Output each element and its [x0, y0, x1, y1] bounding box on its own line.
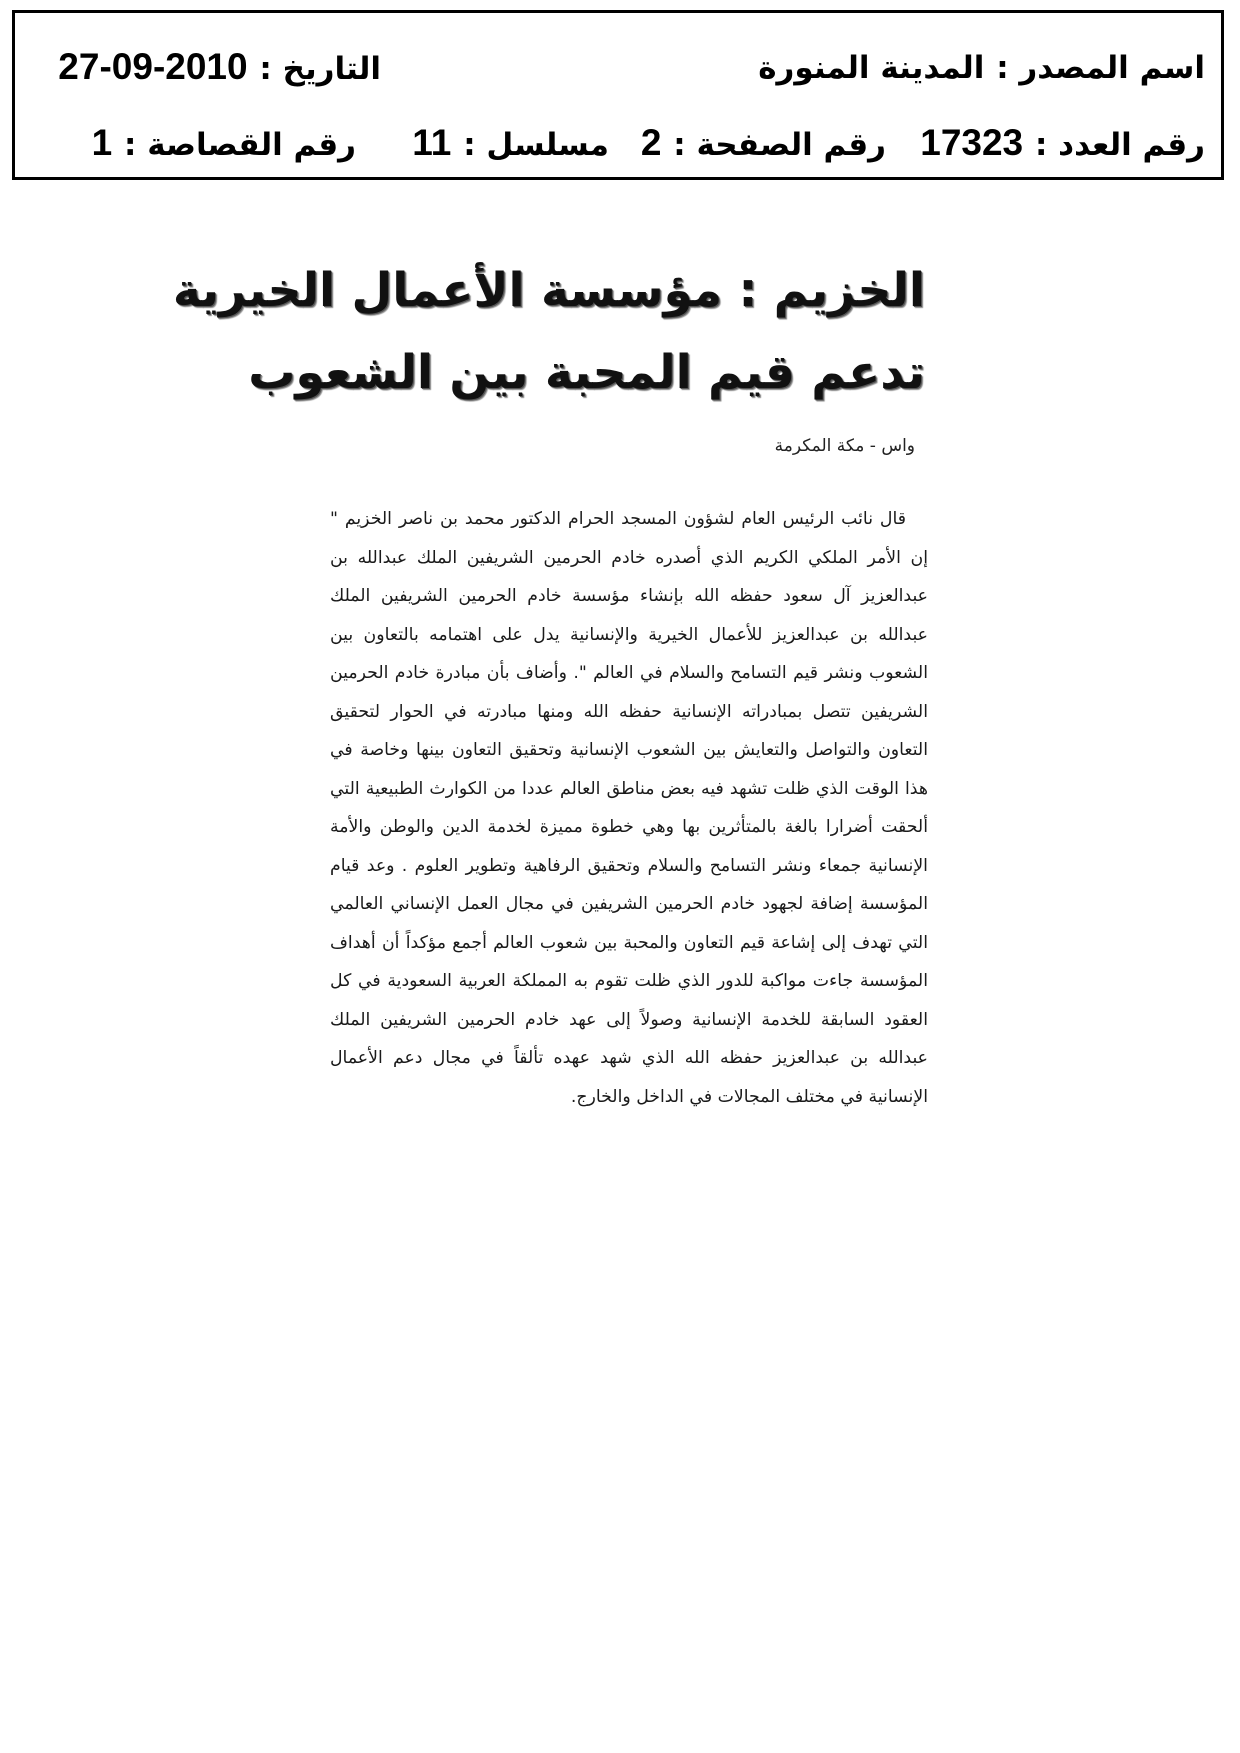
issue-field — [920, 121, 1205, 167]
date-field — [58, 45, 381, 91]
source-label: اسم المصدر : — [996, 50, 1205, 86]
clipping-header-box — [12, 10, 1224, 180]
page-value: 2 — [640, 122, 662, 163]
issue-value: 17323 — [920, 122, 1024, 163]
date-label: التاريخ : — [259, 51, 381, 87]
source-value: المدينة المنورة — [758, 50, 985, 86]
clipping-label: رقم القصاصة : — [124, 127, 356, 163]
article-headline-line1: الخزيم : مؤسسة الأعمال الخيرية — [172, 263, 925, 318]
article-headline-line2: تدعم قيم المحبة بين الشعوب — [248, 345, 925, 400]
source-field — [758, 45, 1205, 90]
header-row-numbers — [15, 121, 1221, 171]
page-label: رقم الصفحة : — [673, 127, 886, 163]
clipping-field — [92, 121, 356, 167]
article-body: قال نائب الرئيس العام لشؤون المسجد الحرام الدكتور محمد بن ناصر الخزيم " إن الأمر الملكي الكريم الذي أصدره خادم الحرمين الشريفين الملك عبدالله بن عبدالعزيز آل سعود حفظه الله بإنشاء مؤسسة خادم الحرمين الشريفين الملك عبدالله بن عبدالعزيز للأعمال الخيرية والإنسانية يدل على اهتمامه بالتعاون بين الشعوب ونشر قيم التسامح والسلام في العالم ". وأضاف بأن مبادرة خادم الحرمين الشريفين تتصل بمبادراته الإنسانية حفظه الله ومنها مبادرته في الحوار لتحقيق التعاون والتواصل والتعايش بين الشعوب الإنسانية وتحقيق التعاون بينها وخاصة في هذا الوقت الذي ظلت تشهد فيه بعض مناطق العالم عددا من الكوارث الطبيعية التي ألحقت أضرارا بالغة بالمتأثرين بها وهي خطوة مميزة لخدمة الدين والوطن والأمة الإنسانية جمعاء ونشر التسامح والسلام وتحقيق الرفاهية وتطوير العلوم . وعد قيام المؤسسة إضافة لجهود خادم الحرمين الشريفين في مجال العمل الإنساني العالمي التي تهدف إلى إشاعة قيم التعاون والمحبة بين شعوب العالم أجمع مؤكداً أن أهداف المؤسسة جاءت مواكبة للدور الذي ظلت تقوم به المملكة العربية السعودية في كل العقود السابقة للخدمة الإنسانية وصولاً إلى عهد خادم الحرمين الشريفين الملك عبدالله بن عبدالعزيز حفظه الله الذي شهد عهده تألقاً في مجال دعم الأعمال الإنسانية في مختلف المجالات في الداخل والخارج. — [330, 509, 928, 1107]
issue-label: رقم العدد : — [1034, 127, 1205, 163]
serial-value: 11 — [412, 122, 452, 163]
clipping-value: 1 — [91, 122, 113, 163]
date-value: 2010-09-27 — [58, 46, 248, 87]
article-byline: واس - مكة المكرمة — [774, 436, 915, 456]
serial-field — [412, 121, 609, 167]
serial-label: مسلسل : — [463, 127, 609, 163]
page-field — [641, 121, 886, 167]
header-row-source-date — [15, 45, 1221, 95]
